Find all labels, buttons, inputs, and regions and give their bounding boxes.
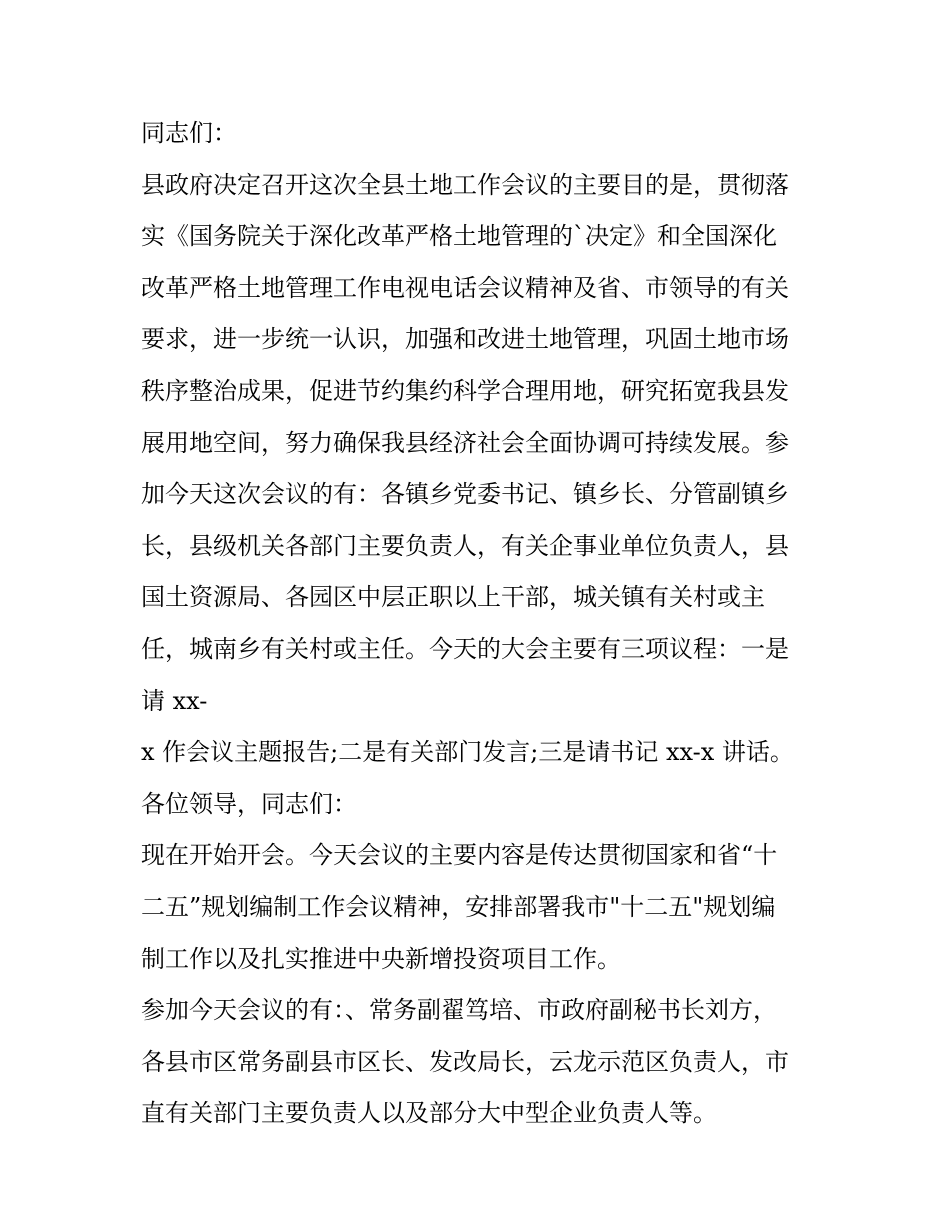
text-line: 展用地空间，努力确保我县经济社会全面协调可持续发展。参 xyxy=(141,428,789,457)
text-line: 秩序整治成果，促进节约集约科学合理用地，研究拓宽我县发 xyxy=(141,376,789,405)
text-line: 制工作以及扎实推进中央新增投资项目工作。 xyxy=(141,944,621,973)
text-line: 改革严格土地管理工作电视电话会议精神及省、市领导的有关 xyxy=(141,273,789,302)
text-line: 实《国务院关于深化改革严格土地管理的`决定》和全国深化 xyxy=(141,222,777,251)
text-line: 现在开始开会。今天会议的主要内容是传达贯彻国家和省“十 xyxy=(141,841,778,870)
text-line: 任，城南乡有关村或主任。今天的大会主要有三项议程：一是 xyxy=(141,634,789,663)
text-line: 同志们： xyxy=(141,119,237,147)
text-line: 各位领导，同志们： xyxy=(141,789,357,818)
text-line: 参加今天会议的有：、常务副翟笃培、市政府副秘书长刘方， xyxy=(141,996,777,1025)
document-body xyxy=(141,108,821,1140)
text-line: x 作会议主题报告;二是有关部门发言;三是请书记 xx-x 讲话。 xyxy=(141,738,794,767)
text-line: 县政府决定召开这次全县土地工作会议的主要目的是，贯彻落 xyxy=(141,170,789,199)
text-line: 国土资源局、各园区中层正职以上干部，城关镇有关村或主 xyxy=(141,583,765,612)
text-line: 加今天这次会议的有：各镇乡党委书记、镇乡长、分管副镇乡 xyxy=(141,480,789,509)
text-line: 二五”规划编制工作会议精神，安排部署我市"十二五"规划编 xyxy=(141,892,776,921)
text-line: 长，县级机关各部门主要负责人，有关企事业单位负责人，县 xyxy=(141,531,789,560)
text-line: 直有关部门主要负责人以及部分大中型企业负责人等。 xyxy=(141,1099,717,1128)
text-line: 各县市区常务副县市区长、发改局长，云龙示范区负责人，市 xyxy=(141,1047,789,1076)
text-line: 请 xx- xyxy=(141,686,208,715)
text-line: 要求，进一步统一认识，加强和改进土地管理，巩固土地市场 xyxy=(141,325,789,354)
